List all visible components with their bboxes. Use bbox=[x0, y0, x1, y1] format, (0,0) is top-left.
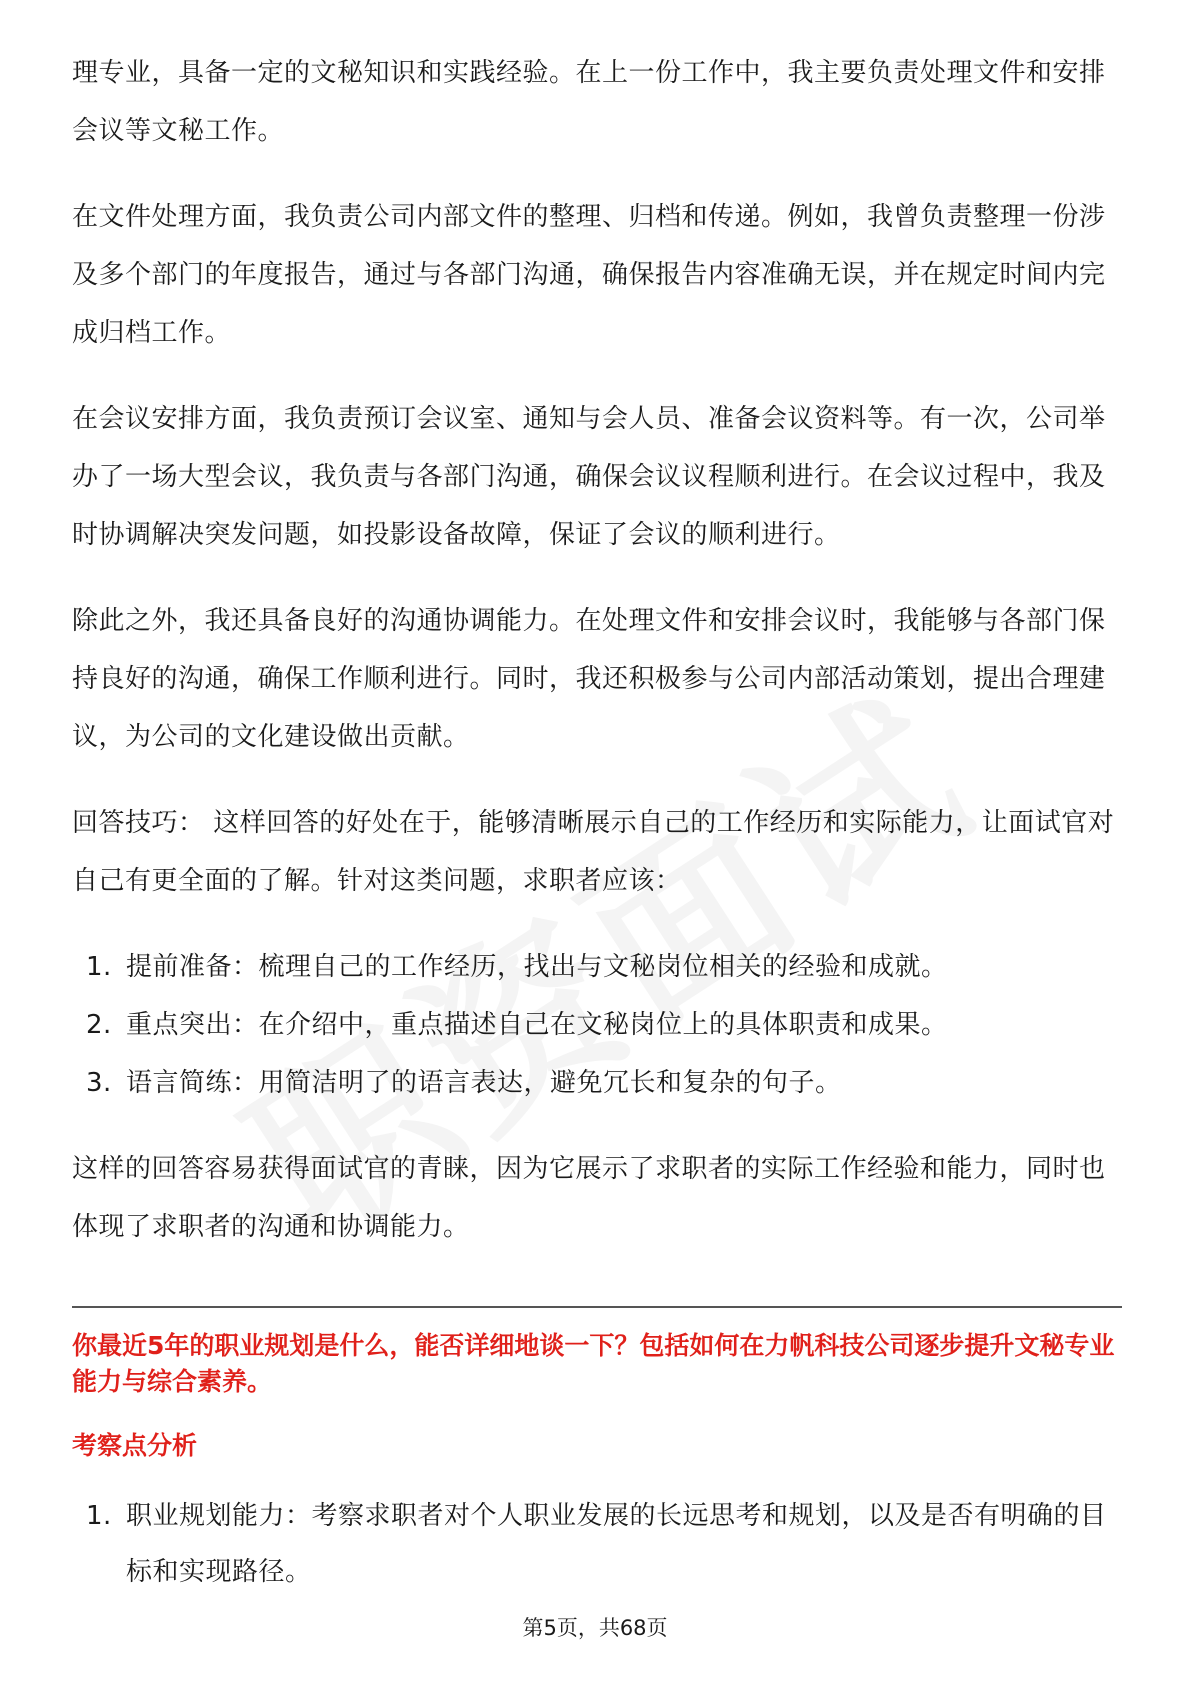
list-item bbox=[72, 938, 1122, 996]
list-item bbox=[72, 1054, 1122, 1112]
tips-list bbox=[72, 938, 1122, 1112]
closing-paragraph: 这样的回答容易获得面试官的青睐，因为它展示了求职者的实际工作经验和能力，同时也体现了求职者的沟通和协调能力。 bbox=[72, 1154, 1106, 1242]
list-number: 1. bbox=[86, 1501, 112, 1531]
list-item-text: 语言简练：用简洁明了的语言表达，避免冗长和复杂的句子。 bbox=[126, 1068, 842, 1098]
paragraph: 除此之外，我还具备良好的沟通协调能力。在处理文件和安排会议时，我能够与各部门保持良好的沟通，确保工作顺利进行。同时，我还积极参与公司内部活动策划，提出合理建议，为公司的文化建设做出贡献。 bbox=[72, 606, 1106, 752]
analysis-list bbox=[72, 1488, 1122, 1600]
analysis-heading: 考察点分析 bbox=[72, 1431, 198, 1460]
list-number: 2. bbox=[86, 1010, 112, 1040]
paragraph: 在会议安排方面，我负责预订会议室、通知与会人员、准备会议资料等。有一次，公司举办了一场大型会议，我负责与各部门沟通，确保会议议程顺利进行。在会议过程中，我及时协调解决突发问题，如投影设备故障，保证了会议的顺利进行。 bbox=[72, 404, 1106, 550]
list-item bbox=[72, 996, 1122, 1054]
interview-question: 你最近5年的职业规划是什么，能否详细地谈一下？包括如何在力帆科技公司逐步提升文秘专业能力与综合素养。 bbox=[72, 1331, 1115, 1396]
answer-tips-intro: 回答技巧： 这样回答的好处在于，能够清晰展示自己的工作经历和实际能力，让面试官对自己有更全面的了解。针对这类问题，求职者应该： bbox=[72, 808, 1115, 896]
paragraph: 在文件处理方面，我负责公司内部文件的整理、归档和传递。例如，我曾负责整理一份涉及多个部门的年度报告，通过与各部门沟通，确保报告内容准确无误，并在规定时间内完成归档工作。 bbox=[72, 202, 1106, 348]
list-item-text: 重点突出：在介绍中，重点描述自己在文秘岗位上的具体职责和成果。 bbox=[126, 1010, 948, 1040]
page-footer: 第5页，共68页 bbox=[522, 1616, 668, 1640]
list-item bbox=[72, 1488, 1122, 1600]
page-content bbox=[72, 44, 1122, 1628]
paragraph: 理专业，具备一定的文秘知识和实践经验。在上一份工作中，我主要负责处理文件和安排会议等文秘工作。 bbox=[72, 58, 1106, 146]
section-divider bbox=[72, 1306, 1122, 1308]
list-number: 1. bbox=[86, 952, 112, 982]
list-item-text: 提前准备：梳理自己的工作经历，找出与文秘岗位相关的经验和成就。 bbox=[126, 952, 948, 982]
list-number: 3. bbox=[86, 1068, 112, 1098]
list-item-text: 职业规划能力：考察求职者对个人职业发展的长远思考和规划，以及是否有明确的目标和实现路径。 bbox=[126, 1501, 1107, 1587]
